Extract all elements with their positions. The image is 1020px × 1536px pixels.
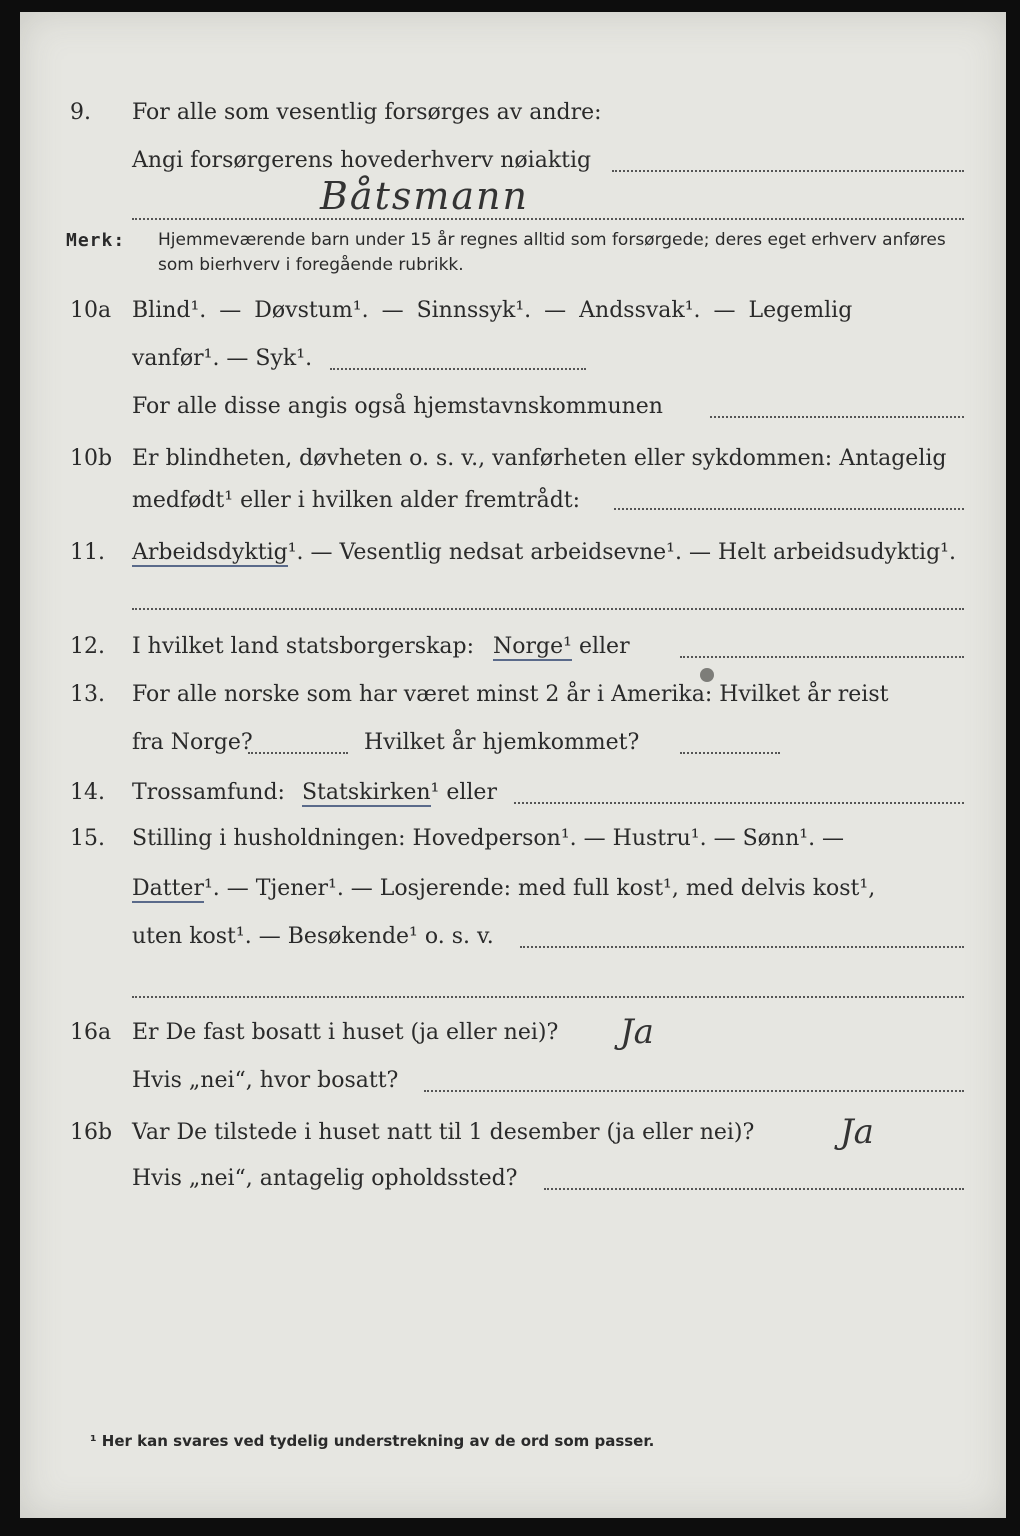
q14-line <box>514 802 964 804</box>
q14-underlined-choice: Statskirken <box>301 780 431 805</box>
q11-text <box>132 538 956 568</box>
q10a-line1: Blind¹. — Døvstum¹. — Sinnssyk¹. — Andssvak¹. — Legemlig <box>132 298 853 323</box>
q12-question: I hvilket land statsborgerskap: <box>132 634 475 659</box>
q9-dotted-line <box>612 170 964 172</box>
q9-handwritten-answer: Båtsmann <box>320 174 529 218</box>
q16a-number: 16a <box>70 1020 112 1045</box>
q13-line2a: fra Norge? <box>132 730 253 755</box>
q11-underlined-choice: Arbeidsdyktig <box>132 540 288 565</box>
q10b-line1: Er blindheten, døvheten o. s. v., vanførheten eller sykdommen: Antagelig <box>132 446 947 471</box>
q15-line3: uten kost¹. — Besøkende¹ o. s. v. <box>132 924 494 949</box>
q13-number: 13. <box>70 682 105 707</box>
q10a-line2: vanfør¹. — Syk¹. <box>132 346 313 371</box>
q13-line2b: Hvilket år hjemkommet? <box>364 730 640 755</box>
q12-underlined-choice: Norge¹ <box>493 634 572 659</box>
q15-underlined-choice: Datter <box>132 876 204 901</box>
q9-number: 9. <box>70 100 91 125</box>
q14-text <box>132 778 497 808</box>
q14-question: Trossamfund: <box>132 780 285 805</box>
q12-number: 12. <box>70 634 105 659</box>
census-form-page <box>20 12 1006 1518</box>
q11-number: 11. <box>70 540 105 565</box>
q13-hjemkommet-line <box>680 752 780 754</box>
q10a-number: 10a <box>70 298 112 323</box>
q16b-number: 16b <box>70 1120 113 1145</box>
q16b-opholdssted-line <box>544 1188 964 1190</box>
q13-line1: For alle norske som har været minst 2 år i Amerika: Hvilket år reist <box>132 682 889 707</box>
merk-label: Merk: <box>66 230 126 251</box>
q10b-number: 10b <box>70 446 113 471</box>
q16a-bosatt-line <box>424 1090 964 1092</box>
q9-line2: Angi forsørgerens hovederhverv nøiaktig <box>132 148 592 173</box>
merk-text: Hjemmeværende barn under 15 år regnes alltid som forsørgede; deres eget erhverv anføres som bierhverv i foregående rubrikk. <box>158 230 946 275</box>
q15-line1: Stilling i husholdningen: Hovedperson¹. — Hustru¹. — Sønn¹. — <box>132 826 845 851</box>
q14-number: 14. <box>70 780 105 805</box>
q10a-hjemstavn-line <box>710 416 964 418</box>
q16a-line2: Hvis „nei“, hvor bosatt? <box>132 1068 399 1093</box>
q15-answer-line <box>132 996 964 998</box>
q10a-line3: For alle disse angis også hjemstavnskommunen <box>132 394 663 419</box>
q10a-syk-line <box>330 368 586 370</box>
q16b-handwritten-answer: Ja <box>840 1112 874 1152</box>
q9-line1: For alle som vesentlig forsørges av andre: <box>132 100 602 125</box>
q16b-line1: Var De tilstede i huset natt til 1 desember (ja eller nei)? <box>132 1120 755 1145</box>
q15-line2-rest: ¹. — Tjener¹. — Losjerende: med full kost¹, med delvis kost¹, <box>203 876 876 901</box>
q16b-line2: Hvis „nei“, antagelig opholdssted? <box>132 1166 518 1191</box>
q12-land-line <box>680 656 964 658</box>
q15-number: 15. <box>70 826 105 851</box>
q12-eller: eller <box>578 634 630 659</box>
q10b-line2: medfødt¹ eller i hvilken alder fremtrådt: <box>132 488 581 513</box>
q12-text <box>132 632 630 662</box>
q10b-alder-line <box>614 508 964 510</box>
q11-answer-line <box>132 608 964 610</box>
q9-answer-line <box>132 218 964 220</box>
q16a-handwritten-answer: Ja <box>620 1012 654 1052</box>
q13-reist-line <box>248 752 348 754</box>
footnote: ¹ Her kan svares ved tydelig understrekning av de ord som passer. <box>90 1432 655 1450</box>
q14-eller: ¹ eller <box>430 780 497 805</box>
q15-line <box>520 946 964 948</box>
q15-line2 <box>132 874 875 904</box>
q16a-line1: Er De fast bosatt i huset (ja eller nei)? <box>132 1020 559 1045</box>
q11-rest: ¹. — Vesentlig nedsat arbeidsevne¹. — Helt arbeidsudyktig¹. <box>287 540 956 565</box>
